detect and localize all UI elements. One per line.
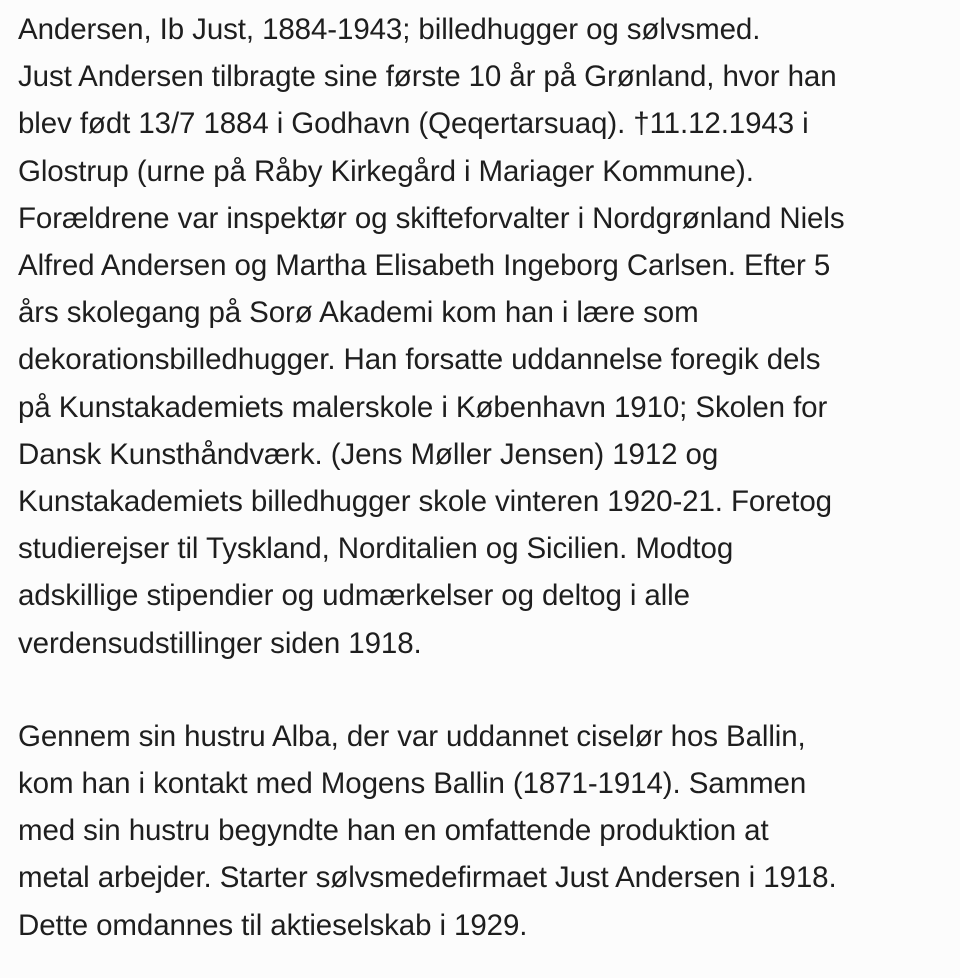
text-line: Glostrup (urne på Råby Kirkegård i Mariager Kommune). [18, 154, 754, 188]
text-line: Kunstakademiets billedhugger skole vinteren 1920-21. Foretog [18, 485, 832, 519]
text-line: med sin hustru begyndte han en omfattende produktion at [18, 814, 769, 848]
text-line: Dansk Kunsthåndværk. (Jens Møller Jensen) 1912 og [18, 437, 719, 471]
text-line: på Kunstakademiets malerskole i København 1910; Skolen for [18, 390, 828, 424]
text-line: blev født 13/7 1884 i Godhavn (Qeqertarsuaq). †11.12.1943 i [18, 107, 809, 141]
paragraph-spacer [18, 667, 948, 713]
text-line: Forældrene var inspektør og skifteforvalter i Nordgrønland Niels [18, 201, 845, 235]
text-line: års skolegang på Sorø Akademi kom han i lære som [18, 296, 699, 330]
text-line: Gennem sin hustru Alba, der var uddannet ciselør hos Ballin, [18, 719, 806, 753]
text-line: studierejser til Tyskland, Norditalien og Sicilien. Modtog [18, 532, 734, 566]
text-line: Dette omdannes til aktieselskab i 1929. [18, 908, 528, 942]
text-line: metal arbejder. Starter sølvsmedefirmaet Just Andersen i 1918. [18, 861, 837, 895]
text-line: Andersen, Ib Just, 1884-1943; billedhugger og sølvsmed. [18, 13, 761, 46]
text-line: Alfred Andersen og Martha Elisabeth Ingeborg Carlsen. Efter 5 [18, 249, 831, 283]
document-body [18, 6, 948, 949]
text-line: Just Andersen tilbragte sine første 10 år på Grønland, hvor han [18, 60, 837, 94]
text-line: kom han i kontakt med Mogens Ballin (1871-1914). Sammen [18, 767, 807, 801]
paragraph-biography [18, 6, 948, 667]
text-line: verdensudstillinger siden 1918. [18, 626, 422, 660]
text-line: dekorationsbilledhugger. Han forsatte uddannelse foregik dels [18, 343, 821, 377]
text-line: adskillige stipendier og udmærkelser og deltog i alle [18, 579, 690, 613]
paragraph-silversmith [18, 713, 948, 949]
